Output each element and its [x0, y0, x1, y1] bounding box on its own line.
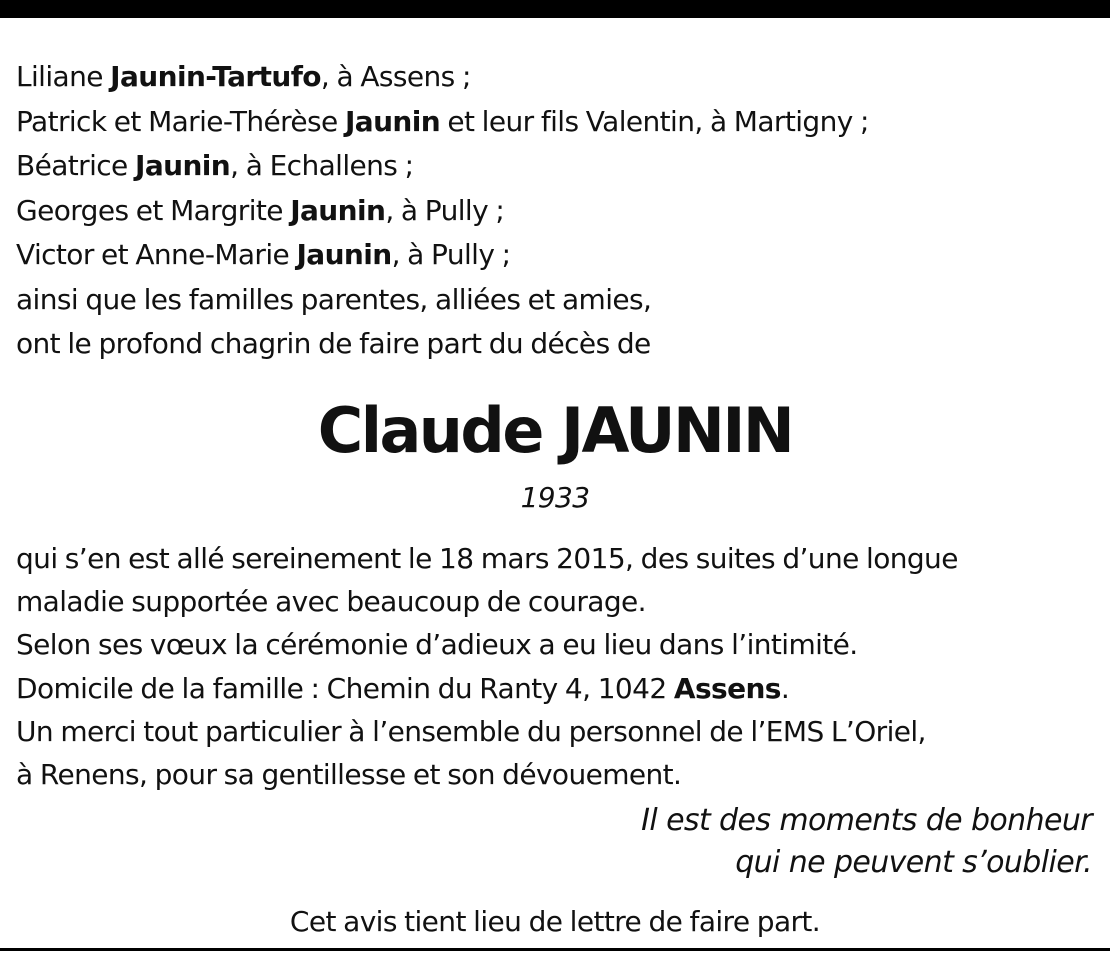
mourner-line — [16, 55, 1096, 100]
mourner-line — [16, 100, 1096, 145]
mourner-location: et leur fils Valentin, à Martigny ; — [440, 104, 869, 138]
announcement-line: maladie supportée avec beaucoup de courage. — [16, 585, 646, 619]
mourner-surname: Jaunin — [135, 149, 231, 182]
mourner-line — [16, 144, 1096, 189]
footer-note: Cet avis tient lieu de lettre de faire part. — [289, 905, 821, 938]
mourner-surname: Jaunin-Tartufo — [110, 60, 321, 93]
address-town: Assens — [673, 671, 781, 705]
family-address-line — [16, 667, 1096, 710]
mourner-line — [16, 233, 1096, 278]
mourner-given-names: Patrick et Marie-Thérèse — [16, 104, 345, 138]
mourner-location: , à Echallens ; — [230, 149, 414, 182]
quote-line: qui ne peuvent s’oublier. — [735, 845, 1092, 880]
birth-year: 1933 — [520, 481, 590, 514]
mourner-given-names: Victor et Anne-Marie — [16, 238, 297, 271]
mourner-given-names: Liliane — [16, 60, 111, 93]
mourners-list — [16, 55, 1096, 367]
announcement-line: Un merci tout particulier à l’ensemble du personnel de l’EMS L’Oriel, — [16, 714, 926, 748]
mourner-given-names: Georges et Margrite — [16, 193, 291, 227]
intro-line: ainsi que les familles parentes, alliées et amies, — [16, 282, 652, 316]
address-end: . — [780, 671, 790, 705]
top-border-rule — [0, 0, 1110, 18]
deceased-name: Claude JAUNIN — [317, 394, 793, 467]
mourner-line — [16, 189, 1096, 234]
intro-line: ont le profond chagrin de faire part du décès de — [16, 327, 651, 360]
mourner-surname: Jaunin — [290, 193, 386, 227]
address-text: Domicile de la famille : Chemin du Ranty 4, 1042 — [16, 671, 674, 705]
memorial-quote — [641, 800, 1092, 884]
mourner-location: , à Pully ; — [385, 193, 505, 227]
announcement-line: Selon ses vœux la cérémonie d’adieux a eu lieu dans l’intimité. — [16, 628, 858, 662]
announcement-line: qui s’en est allé sereinement le 18 mars 2015, des suites d’une longue — [16, 542, 958, 575]
announcement-text — [16, 537, 1096, 796]
mourner-surname: Jaunin — [296, 238, 392, 271]
bottom-border-rule — [0, 948, 1110, 951]
mourner-given-names: Béatrice — [16, 149, 135, 182]
mourner-location: , à Pully ; — [391, 238, 511, 271]
quote-line: Il est des moments de bonheur — [641, 803, 1092, 838]
announcement-line: à Renens, pour sa gentillesse et son dévouement. — [16, 758, 682, 792]
mourner-location: , à Assens ; — [320, 60, 471, 93]
mourner-surname: Jaunin — [344, 104, 441, 138]
